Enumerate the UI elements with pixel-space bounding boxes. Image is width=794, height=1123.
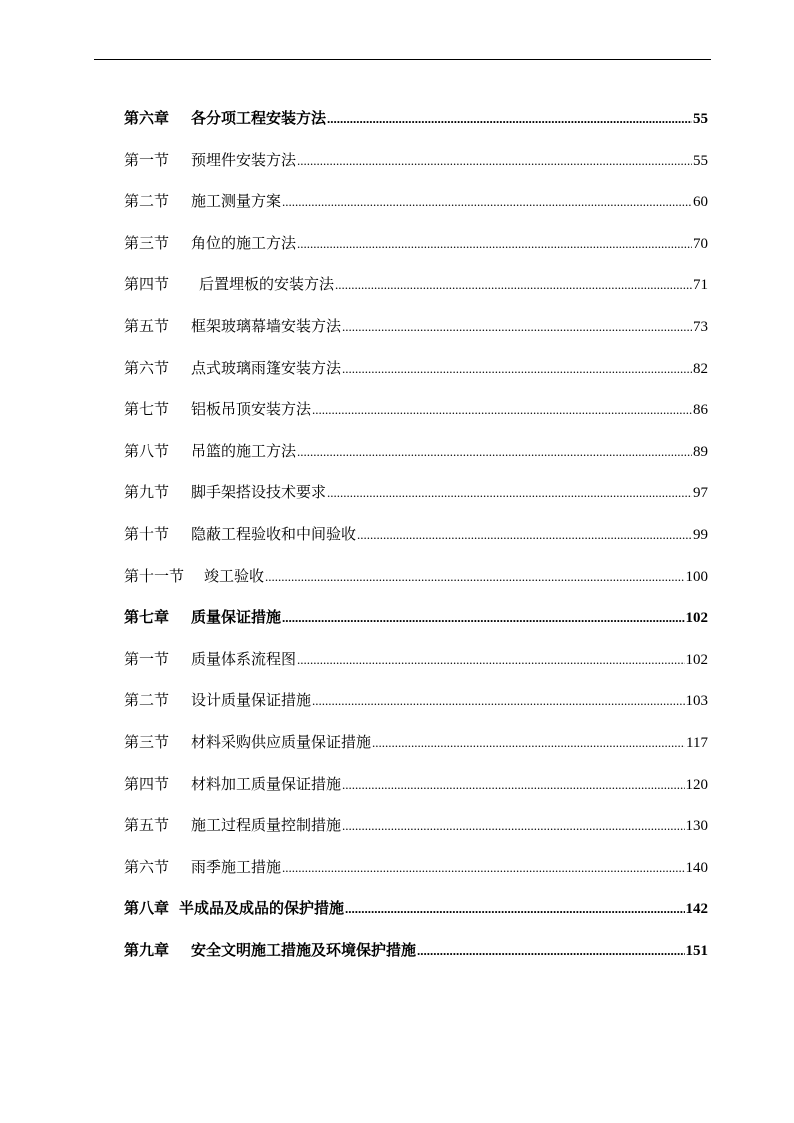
- toc-entry-title: 材料采购供应质量保证措施: [191, 732, 372, 751]
- toc-entry-number: 第三节: [124, 233, 170, 252]
- toc-entry-title: 竣工验收: [204, 566, 265, 585]
- toc-section-entry[interactable]: [124, 223, 708, 265]
- toc-leader-dots: [335, 264, 692, 306]
- toc-leader-dots: [342, 306, 692, 348]
- toc-entry-title: 雨季施工措施: [191, 857, 282, 876]
- toc-entry-number: 第六节: [124, 857, 170, 876]
- toc-leader-dots: [372, 722, 685, 764]
- toc-entry-title: 框架玻璃幕墙安装方法: [191, 316, 342, 335]
- toc-leader-dots: [282, 847, 684, 889]
- toc-section-entry[interactable]: [124, 140, 708, 182]
- toc-page-number: 117: [686, 734, 708, 751]
- toc-section-entry[interactable]: [124, 680, 708, 722]
- toc-page-number: 71: [693, 277, 708, 294]
- toc-section-entry[interactable]: [124, 306, 708, 348]
- toc-entry-number: 第一节: [124, 150, 170, 169]
- toc-section-entry[interactable]: [124, 264, 708, 306]
- toc-entry-number: 第二节: [124, 192, 170, 211]
- toc-entry-number: 第六节: [124, 358, 170, 377]
- toc-entry-number: 第十节: [124, 524, 170, 543]
- toc-page-number: 97: [693, 485, 708, 502]
- toc-entry-number: 第十一节: [124, 566, 185, 585]
- toc-entry-title: 隐蔽工程验收和中间验收: [191, 524, 357, 543]
- toc-entry-title: 各分项工程安装方法: [191, 109, 327, 127]
- toc-entry-title: 点式玻璃雨篷安装方法: [191, 358, 342, 377]
- toc-chapter-entry[interactable]: [124, 597, 708, 639]
- toc-page-number: 151: [685, 942, 708, 959]
- toc-page-number: 120: [685, 776, 708, 793]
- toc-entry-title: 设计质量保证措施: [191, 691, 312, 710]
- toc-entry-number: 第四节: [124, 275, 170, 294]
- toc-leader-dots: [312, 389, 692, 431]
- toc-section-entry[interactable]: [124, 639, 708, 681]
- toc-page-number: 60: [693, 194, 708, 211]
- toc-chapter-entry[interactable]: [124, 98, 708, 140]
- toc-entry-number: 第九章: [124, 940, 170, 959]
- toc-entry-number: 第九节: [124, 483, 170, 502]
- toc-page-number: 73: [693, 318, 708, 335]
- toc-leader-dots: [342, 805, 684, 847]
- toc-leader-dots: [327, 98, 692, 140]
- toc-page-number: 130: [685, 818, 708, 835]
- toc-leader-dots: [282, 597, 684, 639]
- toc-section-entry[interactable]: [124, 472, 708, 514]
- toc-entry-title: 吊篮的施工方法: [191, 441, 297, 460]
- toc-leader-dots: [297, 639, 684, 681]
- toc-page-number: 55: [693, 111, 708, 127]
- toc-entry-number: 第七节: [124, 400, 170, 419]
- toc-leader-dots: [342, 764, 684, 806]
- toc-page-number: 89: [693, 443, 708, 460]
- toc-leader-dots: [297, 140, 692, 182]
- toc-section-entry[interactable]: [124, 181, 708, 223]
- toc-section-entry[interactable]: [124, 722, 708, 764]
- toc-entry-title: 质量保证措施: [191, 608, 282, 627]
- toc-entry-title: 后置埋板的安装方法: [199, 275, 335, 294]
- toc-leader-dots: [312, 680, 684, 722]
- toc-leader-dots: [417, 930, 684, 972]
- toc-entry-number: 第八节: [124, 441, 170, 460]
- toc-entry-title: 角位的施工方法: [191, 233, 297, 252]
- toc-entry-title: 安全文明施工措施及环境保护措施: [191, 940, 417, 959]
- toc-page-number: 70: [693, 235, 708, 252]
- toc-leader-dots: [297, 431, 692, 473]
- header-rule: [94, 59, 711, 60]
- toc-leader-dots: [345, 888, 684, 930]
- toc-section-entry[interactable]: [124, 348, 708, 390]
- toc-page-number: 86: [693, 402, 708, 419]
- toc-leader-dots: [357, 514, 692, 556]
- toc-page-number: 82: [693, 360, 708, 377]
- toc-section-entry[interactable]: [124, 514, 708, 556]
- toc-page-number: 100: [685, 568, 708, 585]
- toc-page-number: 102: [685, 610, 708, 627]
- toc-entry-number: 第五节: [124, 316, 170, 335]
- toc-page-number: 55: [693, 152, 708, 169]
- toc-entry-title: 材料加工质量保证措施: [191, 774, 342, 793]
- toc-section-entry[interactable]: [124, 431, 708, 473]
- toc-entry-title: 脚手架搭设技术要求: [191, 483, 327, 502]
- toc-leader-dots: [342, 348, 692, 390]
- toc-entry-number: 第一节: [124, 649, 170, 668]
- table-of-contents: [124, 98, 708, 971]
- toc-leader-dots: [327, 472, 692, 514]
- toc-entry-number: 第三节: [124, 732, 170, 751]
- toc-leader-dots: [265, 556, 684, 598]
- toc-page-number: 99: [693, 526, 708, 543]
- toc-entry-number: 第二节: [124, 691, 170, 710]
- toc-entry-number: 第六章: [124, 109, 170, 127]
- toc-entry-number: 第五节: [124, 816, 170, 835]
- toc-section-entry[interactable]: [124, 556, 708, 598]
- toc-leader-dots: [297, 223, 692, 265]
- toc-chapter-entry[interactable]: [124, 888, 708, 930]
- toc-entry-title: 预埋件安装方法: [191, 150, 297, 169]
- toc-entry-title: 施工过程质量控制措施: [191, 816, 342, 835]
- toc-entry-number: 第八章: [124, 899, 170, 918]
- toc-page-number: 140: [685, 859, 708, 876]
- toc-section-entry[interactable]: [124, 764, 708, 806]
- toc-entry-title: 施工测量方案: [191, 192, 282, 211]
- toc-entry-title: 半成品及成品的保护措施: [179, 899, 345, 918]
- toc-leader-dots: [282, 181, 692, 223]
- toc-chapter-entry[interactable]: [124, 930, 708, 972]
- toc-entry-number: 第七章: [124, 608, 170, 627]
- toc-section-entry[interactable]: [124, 805, 708, 847]
- toc-page-number: 103: [685, 693, 708, 710]
- toc-page-number: 142: [685, 901, 708, 918]
- toc-entry-title: 铝板吊顶安装方法: [191, 400, 312, 419]
- toc-entry-number: 第四节: [124, 774, 170, 793]
- toc-section-entry[interactable]: [124, 847, 708, 889]
- toc-entry-title: 质量体系流程图: [191, 649, 297, 668]
- toc-section-entry[interactable]: [124, 389, 708, 431]
- toc-page-number: 102: [685, 651, 708, 668]
